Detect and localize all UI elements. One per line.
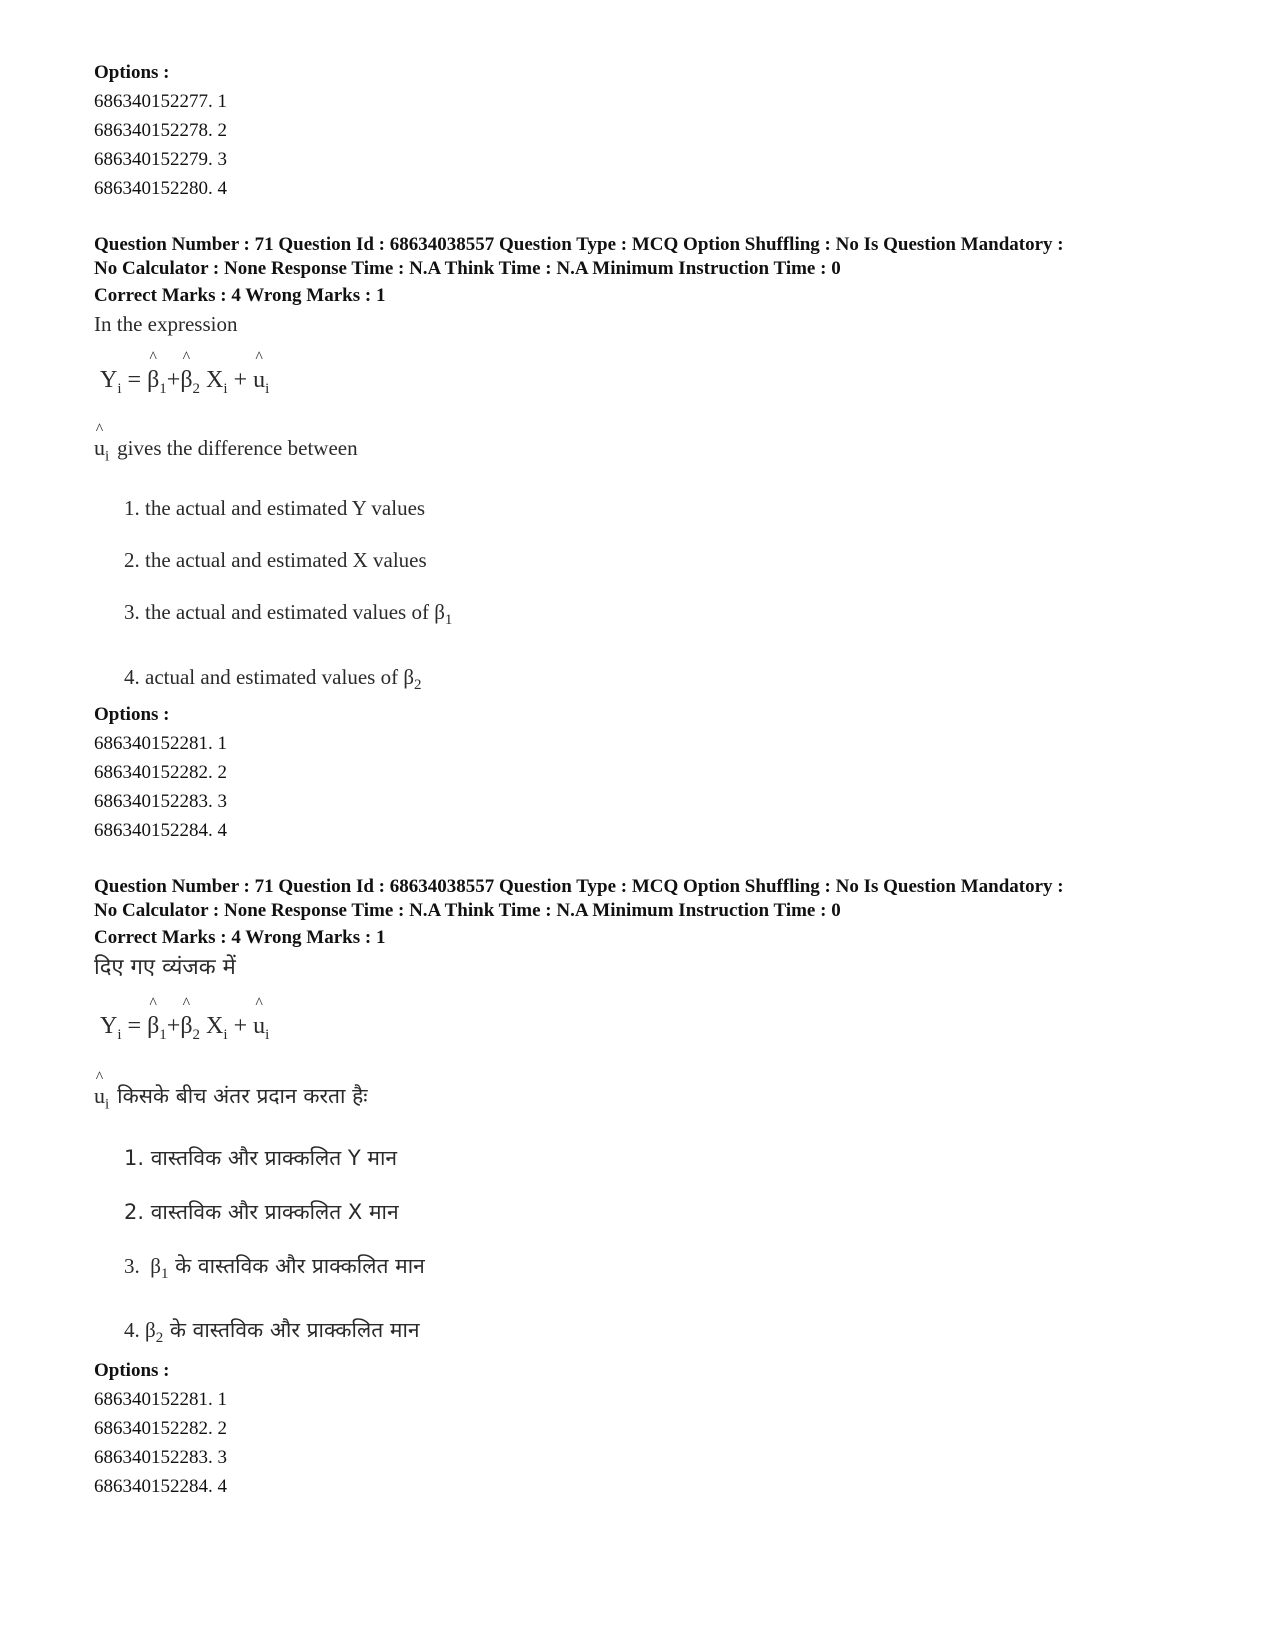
option-item: 686340152283. 3 — [94, 790, 227, 812]
residual-symbol: ^ $u_i$ — [94, 435, 109, 460]
answer-choice-2: 2. the actual and estimated X values — [124, 548, 427, 573]
option-item: 686340152283. 3 — [94, 1446, 227, 1468]
answer-choice-3-text: के वास्तविक और प्राक्कलित मान — [175, 1254, 425, 1279]
residual-symbol: ^ $u_i$ — [94, 1083, 109, 1108]
question-marks: Correct Marks : 4 Wrong Marks : 1 — [94, 285, 386, 306]
question-body — [94, 311, 1194, 700]
regression-equation: $Y_i$ = ^ $\beta_1+\^{}$ $\beta_2$ $X_i$ + ^ $u_i$ — [100, 1013, 1194, 1053]
question-meta-line: No Calculator : None Response Time : N.A Think Time : N.A Minimum Instruction Time : 0 — [94, 258, 841, 279]
answer-choice-4-text: के वास्तविक और प्राक्कलित मान — [169, 1318, 420, 1343]
option-item: 686340152279. 3 — [94, 149, 227, 170]
regression-equation: $Y_i$ = ^ $\beta_1+\^{}$ $\beta_2$ $X_i$ + ^ $u_i$ — [100, 367, 1194, 407]
answer-choice-1: 1. वास्तविक और प्राक्कलित Y मान — [124, 1146, 398, 1171]
answer-choice-1: 1. the actual and estimated Y values — [124, 496, 426, 521]
residual-text: किसके बीच अंतर प्रदान करता हैः — [117, 1083, 368, 1108]
option-item: 686340152282. 2 — [94, 1417, 227, 1439]
option-item: 686340152278. 2 — [94, 120, 227, 141]
answer-choice-3: 3. $\beta_1$ के वास्तविक और प्राक्कलित मान — [124, 1254, 425, 1283]
option-item: 686340152280. 4 — [94, 178, 227, 199]
top-options-block — [94, 58, 1194, 203]
option-item: 686340152282. 2 — [94, 761, 227, 783]
answer-choice-4-text: 4. actual and estimated values of — [124, 664, 399, 689]
answer-choice-4: 4. $\beta_2$ के वास्तविक और प्राक्कलित मान — [124, 1318, 420, 1347]
answer-choice-4: 4. actual and estimated values of $\beta_2$ — [124, 664, 422, 693]
question-meta-line: No Calculator : None Response Time : N.A Think Time : N.A Minimum Instruction Time : 0 — [94, 899, 841, 921]
residual-statement — [94, 1079, 1194, 1121]
residual-text: gives the difference between — [117, 436, 358, 460]
question-meta-line: Question Number : 71 Question Id : 68634038557 Question Type : MCQ Option Shuffling : No Is Question Mandatory : — [94, 875, 1064, 897]
question-meta-line: Question Number : 71 Question Id : 68634038557 Question Type : MCQ Option Shuffling : No Is Question Mandatory : — [94, 234, 1064, 255]
option-item: 686340152277. 1 — [94, 91, 227, 112]
answer-choice-3: 3. the actual and estimated values of $\beta_1$ — [124, 600, 453, 629]
residual-statement — [94, 433, 1194, 471]
answer-choice-2: 2. वास्तविक और प्राक्कलित X मान — [124, 1200, 399, 1225]
question-body — [94, 953, 1194, 1356]
options-label: Options : — [94, 703, 170, 725]
question-intro: दिए गए व्यंजक में — [94, 954, 236, 980]
question-block-hindi — [94, 875, 1194, 1501]
option-item: 686340152281. 1 — [94, 1388, 227, 1410]
options-label: Options : — [94, 1359, 170, 1381]
option-item: 686340152284. 4 — [94, 1475, 227, 1497]
option-item: 686340152281. 1 — [94, 732, 227, 754]
question-marks: Correct Marks : 4 Wrong Marks : 1 — [94, 926, 386, 948]
question-block-english — [94, 233, 1194, 845]
answer-choice-3-text: 3. the actual and estimated values of — [124, 600, 429, 625]
document-page — [94, 58, 1194, 1501]
options-label: Options : — [94, 62, 170, 83]
question-intro: In the expression — [94, 312, 238, 336]
option-item: 686340152284. 4 — [94, 819, 227, 841]
